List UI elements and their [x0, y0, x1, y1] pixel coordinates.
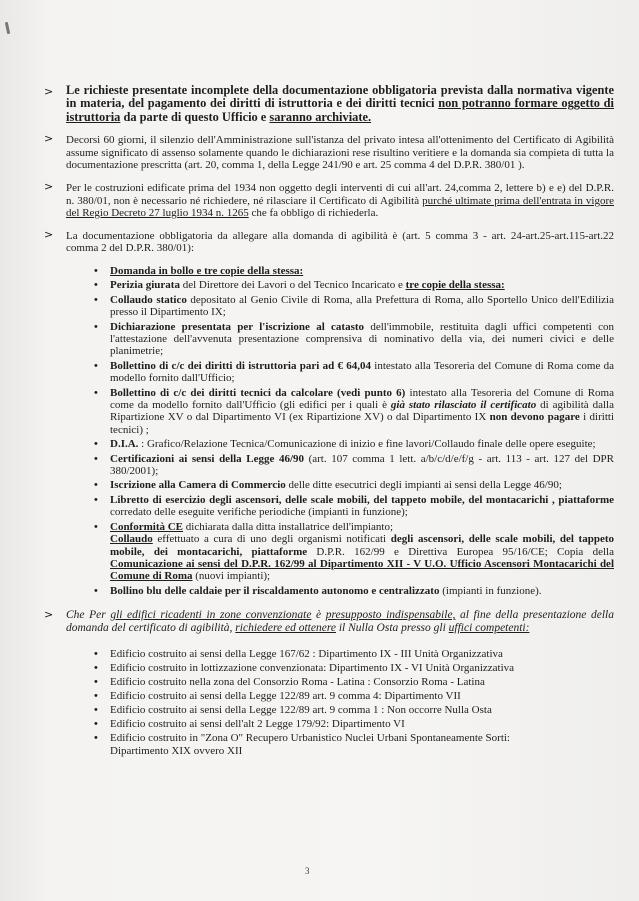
paragraph-incomplete-requests	[42, 84, 614, 124]
document-body	[42, 84, 614, 759]
bullet: •	[94, 293, 98, 306]
list-item: • Iscrizione alla Camera di Commercio delle ditte esecutrici degli impianti ai sensi della Legge 46/90;	[94, 479, 562, 492]
bullet: •	[94, 717, 98, 730]
required-docs-list	[94, 265, 614, 597]
page-number: 3	[305, 866, 310, 876]
bullet: •	[94, 731, 98, 744]
bullet: •	[94, 386, 98, 399]
arrow-marker-3: >	[44, 180, 54, 193]
bullet: •	[94, 703, 98, 716]
list-item: • Bollettino di c/c dei diritti tecnici da calcolare (vedi punto 6) intestato alla Tesoreria del Comune di Roma come da modello fornito dall'Ufficio (gli edifici per i quali è già stato rilasciato il certificato di agibilità dalla Ripartizione XV o dal Dipartimento VI (ex Ripartizione XV) o dal Dipartimento IX non devono pagare i diritti tecnici) ;	[94, 386, 615, 436]
pen-mark	[5, 22, 10, 34]
bullet: •	[94, 264, 98, 277]
arrow-marker-4: >	[44, 227, 54, 241]
competent-offices-list	[94, 648, 614, 758]
bullet: •	[94, 359, 98, 372]
p2-text: Decorsi 60 giorni, il silenzio dell'Amministrazione sull'istanza del privato intesa all'ottenimento del Certificato di Agibilità assume significato di assenso solamente quando le dichiarazioni rese risultino veritiere e la domanda sia compieta di tutta la documentazione prescritta (art. 20, comma 1, della Legge 241/90 e art. 25 comma 4 del D.P.R. 380/01 ).	[66, 134, 614, 172]
bullet: •	[94, 493, 98, 506]
bullet: •	[94, 520, 98, 533]
p3-text-a: Per le costruzioni edificate prima del 1934 non oggetto degli interventi di cui all'art. 24,comma 2, lettere b) e e) del D.P.R. n. 380/01, non è necessario né richiedere, né rilasciare il Certificato di Agibilità	[66, 182, 614, 207]
p1-text-d: saranno archiviate.	[269, 109, 372, 124]
list-item: • Conformità CE dichiarata dalla ditta installatrice dell'impianto; Collaudo effettuato a cura di uno degli organismi notificati degli ascensori, delle scale mobili, del tappeto mobile, dei montacarichi, piattaforme D.P.R. 162/99 e Direttiva Europea 95/16/CE; Copia della Comunicazione ai sensi del D.P.R. 162/99 al Dipartimento XII - V U.O. Ufficio Ascensori Montacarichi del Comune di Roma (nuovi impianti);	[94, 520, 614, 583]
bullet: •	[94, 279, 98, 292]
list-item: • Bollettino di c/c dei diritti di istruttoria pari ad € 64,04 intestato alla Tesoreria del Comune di Roma come da modello fornito dall'Ufficio;	[94, 359, 614, 385]
list-item: • Libretto di esercizio degli ascensori, delle scale mobili, del tappeto mobile, del montacarichi , piattaforme corredato delle eseguite verifiche periodiche (impianti in funzione);	[94, 493, 614, 519]
list-item: • Dichiarazione presentata per l'iscrizione al catasto dell'immobile, restituita dagli uffici competenti con l'attestazione dell'avvenuta presentazione comprensiva di nominativo della via, dei numeri civici e delle planimetrie;	[94, 320, 615, 358]
list-item: • Bollino blu delle caldaie per il riscaldamento autonomo e centralizzato (impianti in funzione).	[94, 584, 542, 597]
bullet: •	[94, 675, 98, 688]
p1-text-b: non potranno formare oggetto di istruttoria	[66, 96, 615, 124]
bullet: •	[94, 452, 98, 465]
paragraph-convention-zones: > Che Per gli edifici ricadenti in zone convenzionate è presupposto indispensabile, al fine della presentazione della domanda del certificato di agibilità, richiedere ed ottenere il Nulla Osta presso gli uffici competenti:	[44, 608, 614, 635]
paragraph-pre-1934	[42, 182, 614, 220]
list-item: • D.I.A. : Grafico/Relazione Tecnica/Comunicazione di inizio e fine lavori/Collaudo finale delle opere eseguite;	[94, 438, 596, 451]
list-item: • Edificio costruito ai sensi della Legge 167/62 : Dipartimento IX - III Unità Organizzativa	[94, 647, 503, 660]
bullet: •	[94, 689, 98, 702]
arrow-marker-5: >	[44, 608, 54, 622]
arrow-marker-2: >	[44, 132, 54, 146]
list-item: • Domanda in bollo e tre copie della stessa:	[94, 264, 304, 277]
p1-text-c: da parte di questo Ufficio e	[120, 109, 270, 124]
bullet: •	[94, 438, 98, 451]
bullet: •	[94, 584, 98, 597]
list-item: • Edificio costruito in lottizzazione convenzionata: Dipartimento IX - VI Unità Organizzativa	[94, 661, 515, 674]
list-item: • Edificio costruito nella zona del Consorzio Roma - Latina : Consorzio Roma - Latina	[94, 675, 485, 688]
bullet: •	[94, 479, 98, 492]
list-item: • Collaudo statico depositato al Genio Civile di Roma, alla Prefettura di Roma, allo Sportello Unico dell'Edilizia presso il Dipartimento IX;	[94, 293, 614, 319]
list-item: • Perizia giurata del Direttore dei Lavori o del Tecnico Incaricato e tre copie della stessa:	[94, 279, 505, 292]
paragraph-silence-assent	[42, 134, 614, 172]
list-item: • Edificio costruito ai sensi dell'alt 2 Legge 179/92: Dipartimento VI	[94, 717, 405, 730]
p3-text-c: che fa obbligo di richiederla.	[248, 207, 379, 220]
bullet: •	[94, 320, 98, 333]
list-item: • Edificio costruito in "Zona O" Recupero Urbanistico Nuclei Urbani Spontaneamente Sorti: Dipartimento XIX ovvero XII	[94, 731, 510, 757]
paragraph-required-docs	[42, 227, 614, 255]
arrow-marker-1: >	[44, 85, 54, 98]
list-item: • Edificio costruito ai sensi della Legge 122/89 art. 9 comma 1 : Non occorre Nulla Osta	[94, 703, 492, 716]
p3-text-b: purché ultimate prima dell'entrata in vigore del Regio Decreto 27 luglio 1934 n. 1265	[66, 194, 614, 220]
p4-text: La documentazione obbligatoria da allegare alla domanda di agibilità è (art. 5 comma 3 - art. 24-art.25-art.115-art.22 comma 2 del D.P.R. 380/01):	[66, 229, 614, 255]
list-item: • Certificazioni ai sensi della Legge 46/90 (art. 107 comma 1 lett. a/b/c/d/e/f/g - art. 113 - art. 127 del DPR 380/2001);	[94, 452, 614, 478]
p1-text-a: Le richieste presentate incomplete della documentazione obbligatoria prevista dalla normativa vigente in materia, del pagamento dei diritti di istruttoria e dei diritti tecnici	[66, 83, 614, 111]
bullet: •	[94, 647, 98, 660]
bullet: •	[94, 661, 98, 674]
list-item: • Edificio costruito ai sensi della Legge 122/89 art. 9 comma 4: Dipartimento VII	[94, 689, 461, 702]
